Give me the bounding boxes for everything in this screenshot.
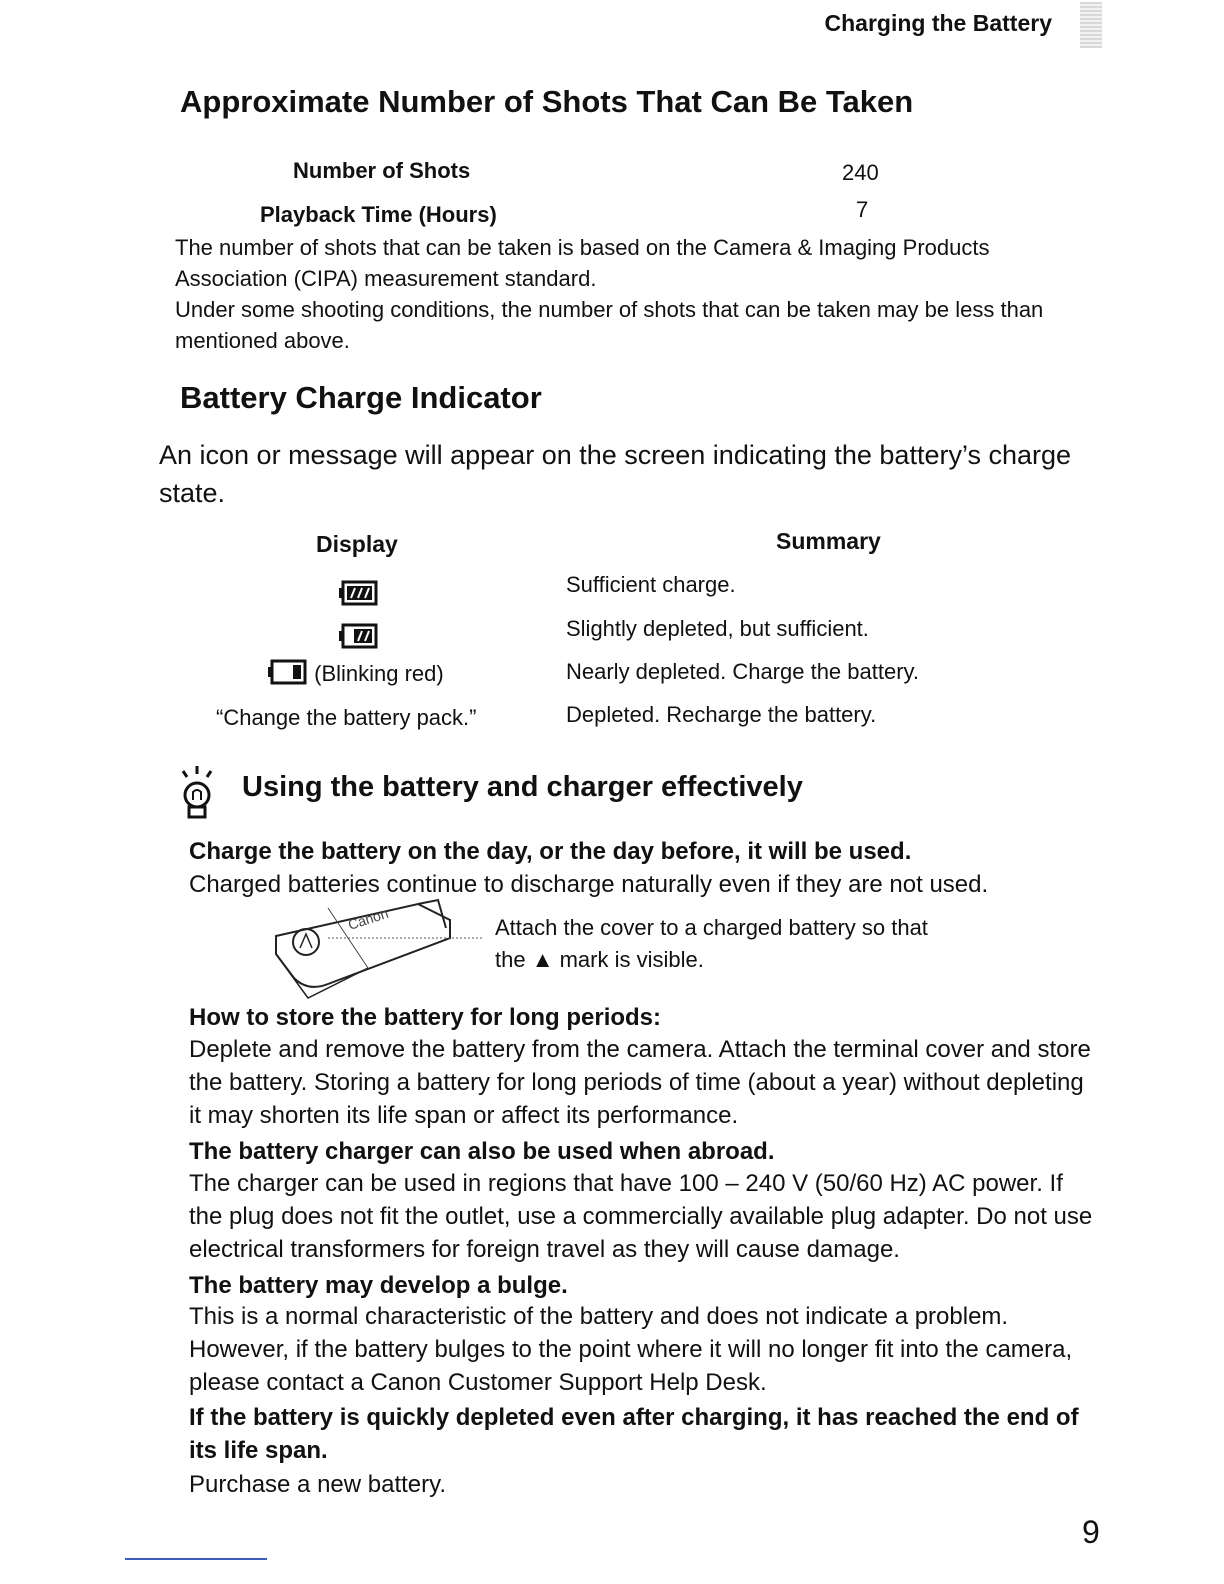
- battery-brand-text: Canon: [345, 904, 391, 933]
- summary-column-header: Summary: [776, 528, 881, 554]
- indicator-section-title: Battery Charge Indicator: [180, 380, 542, 415]
- section-tab-marker: [1080, 2, 1102, 48]
- caption-line: the ▲ mark is visible.: [495, 947, 704, 972]
- tip-heading: The battery charger can also be used when abroad.: [189, 1138, 775, 1165]
- shots-row-label: Number of Shots: [293, 158, 471, 183]
- tips-section-title: Using the battery and charger effectively: [242, 771, 803, 803]
- tip-body: Charged batteries continue to discharge naturally even if they are not used.: [189, 871, 989, 898]
- shots-section-title: Approximate Number of Shots That Can Be Taken: [180, 84, 914, 119]
- summary-cell: Nearly depleted. Charge the battery.: [566, 659, 920, 684]
- display-cell-text: (Blinking red): [314, 660, 444, 686]
- battery-cover-caption: [495, 912, 985, 976]
- running-header: Charging the Battery: [824, 10, 1052, 36]
- footer-rule: [125, 1558, 267, 1560]
- battery-cover-illustration: [268, 898, 490, 1007]
- playback-row-label: Playback Time (Hours): [260, 202, 497, 227]
- tip-body: The charger can be used in regions that have 100 – 240 V (50/60 Hz) AC power. If the plug does not fit the outlet, use a commercially available plug adapter. Do not use electrical transformers for foreign travel as they will cause damage.: [189, 1170, 1093, 1263]
- battery-low-icon: [268, 659, 308, 691]
- display-cell: [268, 659, 444, 691]
- tip-heading: The battery may develop a bulge.: [189, 1272, 568, 1299]
- display-column-header: Display: [316, 531, 398, 557]
- lightbulb-tip-icon: [176, 764, 218, 827]
- battery-full-icon: [339, 580, 379, 611]
- page-number: 9: [1082, 1514, 1100, 1550]
- caption-line: Attach the cover to a charged battery so that: [495, 915, 928, 940]
- tip-heading: How to store the battery for long periods:: [189, 1004, 662, 1031]
- conditions-note: Under some shooting conditions, the number of shots that can be taken may be less than mentioned above.: [175, 297, 1044, 353]
- triangle-mark-icon: ▲: [531, 947, 554, 972]
- shots-row-value: 240: [842, 160, 879, 185]
- summary-cell: Depleted. Recharge the battery.: [566, 702, 877, 727]
- tip-body: Purchase a new battery.: [189, 1471, 447, 1498]
- indicator-intro: An icon or message will appear on the screen indicating the battery’s charge state.: [159, 440, 1072, 508]
- battery-two-thirds-icon: [339, 623, 379, 654]
- tip-body: Deplete and remove the battery from the camera. Attach the terminal cover and store the battery. Storing a battery for long periods of time (about a year) without depleting it may shorten its life span or affect its performance.: [189, 1036, 1091, 1129]
- playback-row-value: 7: [856, 197, 869, 222]
- display-cell: “Change the battery pack.”: [216, 705, 477, 730]
- cipa-note: The number of shots that can be taken is based on the Camera & Imaging Products Association (CIPA) measurement standard.: [175, 235, 990, 291]
- summary-cell: Sufficient charge.: [566, 572, 736, 597]
- summary-cell: Slightly depleted, but sufficient.: [566, 616, 869, 641]
- tip-heading: If the battery is quickly depleted even after charging, it has reached the end of its life span.: [189, 1404, 1079, 1464]
- tip-heading: Charge the battery on the day, or the day before, it will be used.: [189, 838, 912, 865]
- tip-body: This is a normal characteristic of the battery and does not indicate a problem. However, if the battery bulges to the point where it will no longer fit into the camera, please contact a Canon Customer Support Help Desk.: [189, 1303, 1073, 1396]
